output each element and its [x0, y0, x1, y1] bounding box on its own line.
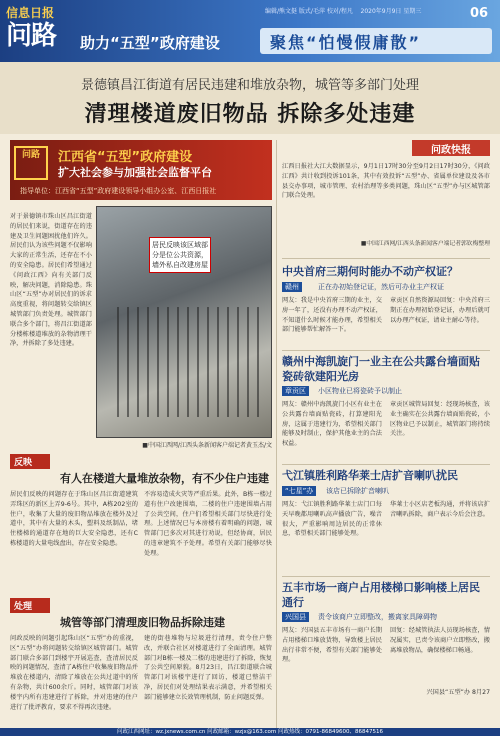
edition-meta: [265, 6, 421, 15]
section-tag-report: 反映: [10, 454, 50, 469]
photo-note: 居民反映该区域部分是位公共资源，墙外私自改建房屋: [149, 237, 211, 273]
banner-subtitle: 扩大社会参与加强社会监督平台: [58, 166, 212, 179]
divider: [282, 350, 490, 351]
brief1-tag: 赣州: [282, 282, 302, 292]
page-number: 06: [470, 6, 489, 21]
brief4-tag: 兴国县: [282, 612, 309, 622]
news-brief-column: [282, 140, 490, 726]
brief1-col2: 章贡区自然资源局回复：中央首府三期正在办理初始登记证，办理后就可以办理产权证，请业主耐心等待。: [390, 297, 490, 324]
headline-block: [0, 62, 500, 134]
brief3-col2: 华莱士小区店老板沟通，并将该店扩音喇叭拆除，商户表示今后会注意。: [390, 501, 490, 518]
brief2-sub: 小区物业已将瓷砖予以制止: [318, 387, 402, 395]
brief4-col1: 网友：兴国县五丰市场有一商户长期占用楼梯口堆放货物，导致楼上居民出行非常不便，希望有关部门能够处理。: [282, 627, 382, 664]
logo-top-text: 信息日报: [6, 6, 55, 20]
handle-col-1: 问政反映的问题引起珠山区“五型”办的重视，区“五型”办将问题转交给镇区城管部门。城管部门联合多部门到楼宇开展巡查，查清居民反映的问题情况，查清了A栋住户收集废旧物品并堆放在楼道内，清除了堆放在公共过道中的所有杂物，共计600余斤。同时，城管部门对该楼宇内所有违建进行了拆除，并对违建的住户进行了批评教育，要求不得再次违建。: [10, 635, 138, 711]
brief3-sub: 该店已拆除扩音喇叭: [326, 487, 389, 495]
brief4-title: 五丰市场一商户占用楼梯口影响楼上居民通行: [282, 581, 480, 609]
brief-header: 问政快报: [412, 140, 490, 156]
footer-contact: 问政江西网址：wz.jxnews.com.cn 问政邮箱：wzjx@163.com 问政热线：0791-86849600、86847516: [0, 728, 500, 736]
brief2-tag: 章贡区: [282, 386, 309, 396]
brief1-title: 中央首府三期何时能办不动产权证？: [282, 265, 458, 278]
section-tag-handle: 处理: [10, 598, 50, 613]
photo-railing: [117, 307, 267, 417]
photo-caption: ■中国江西网/江西头条新闻客户端记者黄玉杰/文: [142, 442, 272, 449]
column-divider: [276, 140, 277, 730]
divider: [282, 464, 490, 465]
headline-kicker: 景德镇昌江街道有居民违建和堆放杂物，城管等多部门处理: [80, 78, 419, 93]
report-col-1: 居民们反映的问题存在于珠山区昌江街道建筑弄珠区的新区上弄9-6号。其中，A栋202室的住户，收集了大量的废旧物品堆放在楼外及过道中，其中有大量的木头，塑料及纸制品，堵住楼梯的通道存在地的巨大安全隐患，还有C栋楼道的大量电线盘出，存在安全隐患。: [10, 491, 138, 547]
brief2-col2: 章贡区城管局回复：经现场核查，该业主确实在公共露台墙面贴瓷砖，小区物业已予以制止，城管部门将持续关注。: [390, 401, 490, 438]
brief4-sub: 责令该商户立即整改，搬离家具障碍物: [318, 613, 437, 621]
divider: [282, 258, 490, 259]
brief2-col1: 网友：赣州中海凯旋门小区有业主在公共露台墙面贴瓷砖，打算建阳光房，这属于违建行为，希望相关部门能够及时制止，保护其他业主的合法权益。: [282, 401, 382, 448]
editors: 编辑/熊文挺 版式/毛萍 校对/程凡: [265, 8, 353, 15]
platform-banner: [10, 140, 272, 200]
brief3-tag: “七星”办: [282, 486, 316, 496]
brief-intro: 江西日报社大江大数据显示，9月1日17时30分至9月2日17时30分，《问政江西》共计收到投诉101条，其中有效投诉“五型”办、省属单位建设及各市县交办事项，城市管理、农村治理等多类问题，珠山区“五型”办与区城管部门联合处理。: [282, 163, 490, 200]
column-title: 助力“五型”政府建设: [80, 34, 220, 52]
brief4-col2: 回复：经城管执法人员现场核查，情况属实，已责令该商户立即整改，搬离堆放物品，确保楼梯口畅通。: [390, 627, 490, 654]
banner-title: 江西省“五型”政府建设: [58, 150, 193, 165]
brief2-title: 赣州中海凯旋门一业主在公共露台墙面贴瓷砖欲建阳光房: [282, 355, 480, 383]
report-col-2: 不容易造成火灾等严重后果。此外，B栋一楼过道有住户改建围墙，二楼的住户违建围墙占用了公共空间，住户们希望相关部门尽快进行处理。上述情况已与本房楼有着明确的问题，城管部门已多次对其进行劝说，但经协商，居民的违章建筑不予处理。希望有关部门能够尽快处理。: [144, 491, 272, 557]
section-title-handle: 城管等部门清理废旧物品拆除违建: [60, 616, 225, 629]
news-photo: [96, 206, 272, 438]
brief4-sign: 兴国县“五型”办 8月27: [426, 689, 490, 696]
brief3-col1: 网友：弋江镇胜利路华莱士店门口每天早晚都用喇叭高声播放广告，噪音很大，严重影响周边居民的正常休息，希望相关部门能够处理。: [282, 501, 382, 538]
headline-main: 清理楼道废旧物品 拆除多处违建: [84, 102, 416, 127]
platform-seal: 问路: [14, 146, 48, 180]
article-intro: 对于景德镇市珠山区昌江街道的居民们来说，街道存在的违建及卫生问题困扰他们许久。居民们认为该些问题不仅影响大家的正常生活，还存在不小的安全隐患。居民们希望通过《问政江西》向有关部门反映，解决问题，消除隐患。珠山区“五型”办对居民们的诉求高度重视，将问题转交给镇区城管部门负责处理。城管部门联合多个部门，将昌江街道部分楼栋楼道堆放的杂物清理干净，并拆除了多处违建。: [10, 213, 92, 348]
section-title-report: 有人在楼道大量堆放杂物，有不少住户违建: [60, 472, 269, 485]
main-article: [10, 140, 272, 726]
masthead: [0, 0, 500, 62]
focus-banner: 聚焦“怕慢假庸散”: [260, 28, 492, 54]
banner-note: 指导单位：江西省“五型”政府建设领导小组办公室、江西日报社: [20, 187, 217, 195]
brief1-sub: 正在办初始登记证，然后可办业主产权证: [318, 283, 444, 291]
newspaper-logo: [6, 4, 72, 58]
issue-date: 2020年9月9日 星期三: [360, 8, 422, 15]
divider: [282, 576, 490, 577]
handle-col-2: 建的街巷堆物与垃圾进行清理，责令住户整改，并联合社区对楼道进行了全面清理。城管部门对B栋一楼及二楼的违建进行了拆除，恢复了公共空间原貌。8月23日，昌江街道联合城管部门对该楼宇进行了回访，楼道已整洁干净，居民们对处理结果表示满意，并希望相关部门能够建立长效管理机制，防止问题反弹。: [144, 635, 272, 701]
brief-intro-sign: ■中国江西网/江西头条新闻客户端记者郭钦梅整理: [360, 241, 490, 247]
brief3-title: 弋江镇胜利路华莱士店扩音喇叭扰民: [282, 469, 458, 482]
brief1-col1: 网友：我是中央首府三期的业主，交房一年了，还没有办理不动产权证，不知道什么时候才能办理，希望相关部门能够帮忙解答一下。: [282, 297, 382, 334]
logo-main-text: 问路: [6, 21, 57, 51]
